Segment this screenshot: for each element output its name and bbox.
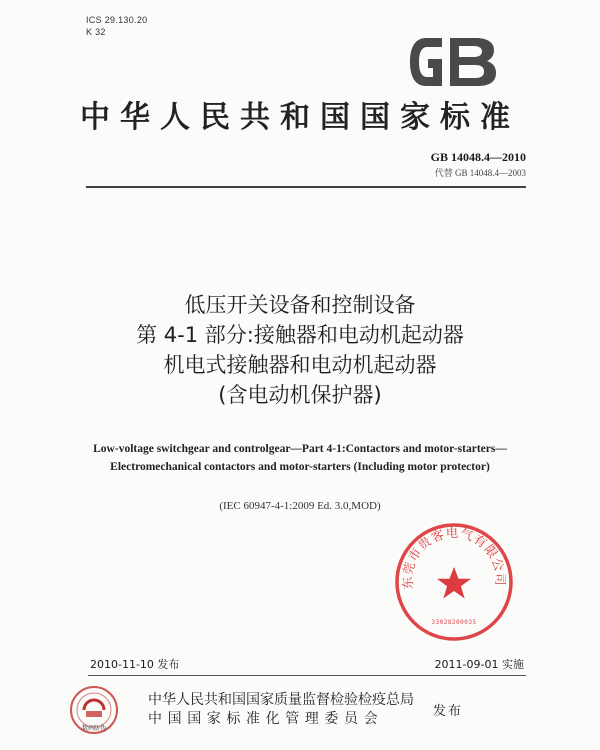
replaces-note: 代替 GB 14048.4—2003 — [434, 168, 526, 178]
seal-number: 33028200035 — [431, 619, 477, 626]
ccs-code: K 32 — [86, 27, 106, 37]
publish-label: 发布 — [433, 704, 464, 719]
emblem-caption: 数码防伪 — [81, 725, 107, 732]
gb-logo — [408, 32, 508, 92]
title-line-3: 机电式接触器和电动机起动器 — [163, 353, 437, 377]
chinese-title — [0, 290, 600, 410]
company-seal-stamp — [392, 520, 516, 644]
issuing-authorities — [148, 691, 414, 729]
english-title-line-2: Electromechanical contactors and motor-starters (Including motor protector) — [110, 461, 490, 473]
title-line-1: 低压开关设备和控制设备 — [184, 293, 416, 317]
footer-divider — [88, 675, 526, 676]
seal-star-icon — [437, 567, 471, 599]
standard-name: 中华人民共和国国家标准 — [80, 100, 520, 135]
iec-reference: (IEC 60947-4-1:2009 Ed. 3.0,MOD) — [219, 500, 381, 512]
header-divider — [86, 186, 526, 188]
ics-code: ICS 29.130.20 — [86, 15, 148, 25]
standard-number-block — [431, 150, 526, 179]
title-line-2: 第 4-1 部分:接触器和电动机起动器 — [136, 323, 464, 347]
title-line-4: (含电动机保护器) — [218, 383, 382, 407]
standard-number: GB 14048.4—2010 — [430, 150, 526, 164]
seal-text: 东莞市贵客电气有限公司 — [399, 525, 509, 590]
issue-date: 2010-11-10 发布 — [90, 658, 180, 671]
implementation-date: 2011-09-01 实施 — [434, 658, 524, 671]
classification-codes — [86, 14, 147, 38]
logo-text: GB — [408, 32, 410, 33]
anti-counterfeit-emblem-icon — [66, 684, 122, 740]
issuer-line-2: 中国国家标准化管理委员会 — [148, 711, 384, 727]
english-title — [0, 440, 600, 476]
issuer-line-1: 中华人民共和国国家质量监督检验检疫总局 — [148, 692, 414, 708]
english-title-line-1: Low-voltage switchgear and controlgear—Part 4-1:Contactors and motor-starters— — [93, 443, 507, 455]
